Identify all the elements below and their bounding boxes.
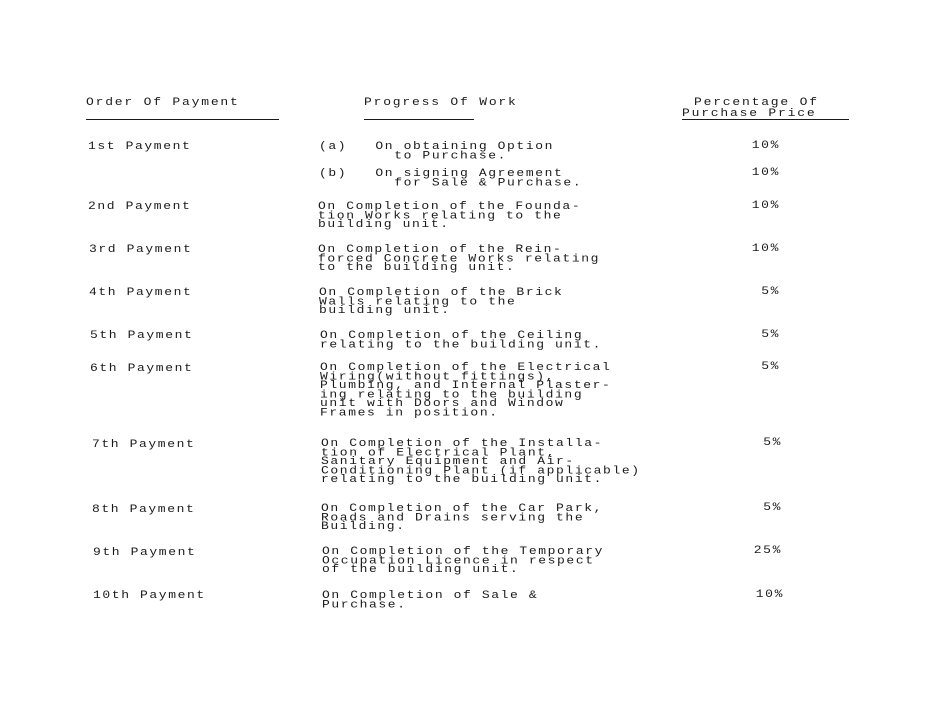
row-percentage-1a: 10% [751, 138, 780, 152]
row-work-4: On Completion of the Brick Walls relating to the building unit. [319, 285, 564, 317]
header-percentage-line1: Percentage Of [694, 95, 819, 109]
row-work-2: On Completion of the Founda- tion Works relating to the building unit. [318, 199, 582, 231]
row-percentage-8: 5% [763, 500, 782, 514]
header-order-of-payment: Order Of Payment [86, 95, 240, 109]
row-work-3: On Completion of the Rein- forced Concrete Works relating to the building unit. [318, 242, 601, 274]
row-order-1: 1st Payment [88, 139, 192, 153]
row-work-7: On Completion of the Installa- tion of Electrical Plant, Sanitary Equipment and Air- Conditioning Plant (if applicable) relating to the building unit. [321, 436, 641, 486]
row-percentage-9: 25% [753, 543, 782, 557]
row-work-6: On Completion of the Electrical Wiring(without fittings), Plumbing, and Internal Plaster- ing relating to the building unit with Doors and Window Frames in position. [320, 360, 612, 419]
row-work-1a: (a) On obtaining Option to Purchase. [319, 139, 555, 162]
row-percentage-6: 5% [761, 359, 780, 373]
row-order-4: 4th Payment [89, 285, 193, 299]
row-order-7: 7th Payment [92, 437, 196, 451]
row-percentage-3: 10% [751, 241, 780, 255]
row-percentage-5: 5% [761, 327, 780, 341]
row-work-8: On Completion of the Car Park, Roads and Drains serving the Building. [321, 501, 604, 533]
row-work-5: On Completion of the Ceiling relating to the building unit. [320, 328, 603, 351]
row-order-5: 5th Payment [90, 328, 194, 342]
row-work-10: On Completion of Sale & Purchase. [322, 588, 539, 611]
row-order-3: 3rd Payment [89, 242, 193, 256]
header-progress-underline [364, 119, 474, 120]
row-percentage-7: 5% [763, 435, 782, 449]
header-percentage-line2: Purchase Price [682, 106, 817, 120]
row-percentage-2: 10% [751, 198, 780, 212]
row-order-2: 2nd Payment [88, 199, 192, 213]
row-order-10: 10th Payment [93, 588, 206, 602]
row-order-9: 9th Payment [93, 545, 197, 559]
row-percentage-1b: 10% [751, 165, 780, 179]
row-percentage-10: 10% [755, 587, 784, 601]
row-order-8: 8th Payment [92, 502, 196, 516]
row-work-9: On Completion of the Temporary Occupation Licence in respect of the building unit. [322, 544, 605, 576]
header-progress-of-work: Progress Of Work [364, 95, 518, 109]
row-order-6: 6th Payment [90, 361, 194, 375]
header-percentage-underline [682, 119, 849, 120]
row-work-1b: (b) On signing Agreement for Sale & Purchase. [319, 166, 583, 189]
row-percentage-4: 5% [761, 284, 780, 298]
header-order-underline [86, 119, 279, 120]
